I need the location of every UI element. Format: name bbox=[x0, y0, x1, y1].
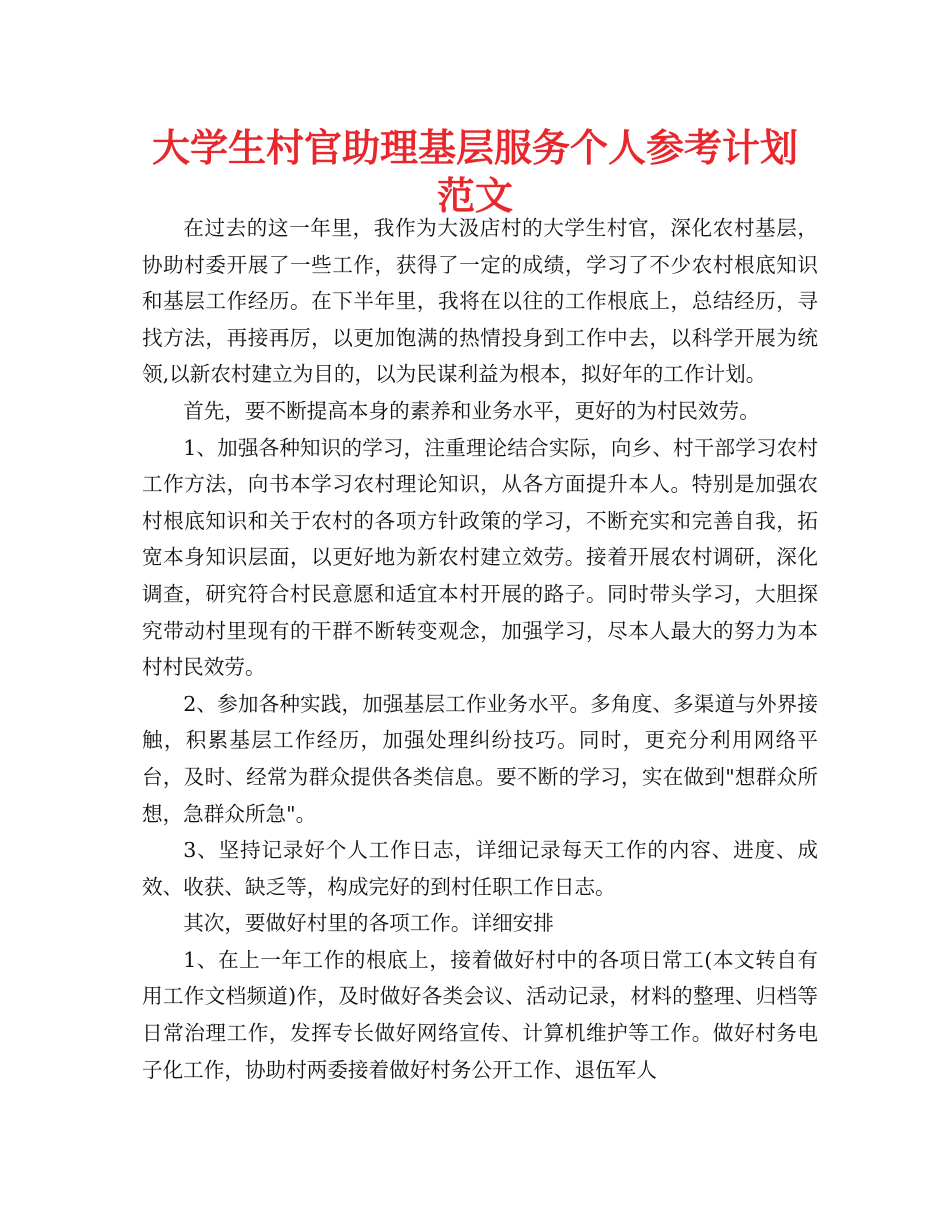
document-body bbox=[142, 210, 818, 1088]
paragraph-first-heading: 首先，要不断提高本身的素养和业务水平，更好的为村民效劳。 bbox=[183, 398, 760, 423]
paragraph-intro: 在过去的这一年里，我作为大汲店村的大学生村官，深化农村基层，协助村委开展了一些工作，获得了一定的成绩，学习了不少农村根底知识和基层工作经历。在下半年里，我将在以往的工作根底上，总结经历，寻找方法，再接再厉，以更加饱满的热情投身到工作中去，以科学开展为统领,以新农村建立为目的，以为民谋利益为根本，拟好年的工作计划。 bbox=[142, 216, 818, 387]
paragraph-item-2: 2、参加各种实践，加强基层工作业务水平。多角度、多渠道与外界接触，积累基层工作经历，加强处理纠纷技巧。同时，更充分利用网络平台，及时、经常为群众提供各类信息。要不断的学习，实在做到"想群众所想，急群众所急"。 bbox=[142, 691, 818, 826]
paragraph-second-item-1: 1、在上一年工作的根底上，接着做好村中的各项日常工(本文转自有用工作文档频道)作，及时做好各类会议、活动记录，材料的整理、归档等日常治理工作，发挥专长做好网络宣传、计算机维护等工作。做好村务电子化工作，协助村两委接着做好村务公开工作、退伍军人 bbox=[142, 947, 818, 1082]
paragraph-item-1: 1、加强各种知识的学习，注重理论结合实际，向乡、村干部学习农村工作方法，向书本学习农村理论知识，从各方面提升本人。特别是加强农村根底知识和关于农村的各项方针政策的学习，不断充实和完善自我，拓宽本身知识层面，以更好地为新农村建立效劳。接着开展农村调研，深化调查，研究符合村民意愿和适宜本村开展的路子。同时带头学习，大胆探究带动村里现有的干群不断转变观念，加强学习，尽本人最大的努力为本村村民效劳。 bbox=[142, 435, 818, 680]
document-title: 大学生村官助理基层服务个人参考计划范文 bbox=[151, 126, 798, 218]
paragraph-item-3: 3、坚持记录好个人工作日志，详细记录每天工作的内容、进度、成效、收获、缺乏等，构成完好的到村任职工作日志。 bbox=[142, 838, 818, 899]
paragraph-second-heading: 其次，要做好村里的各项工作。详细安排 bbox=[183, 911, 554, 936]
